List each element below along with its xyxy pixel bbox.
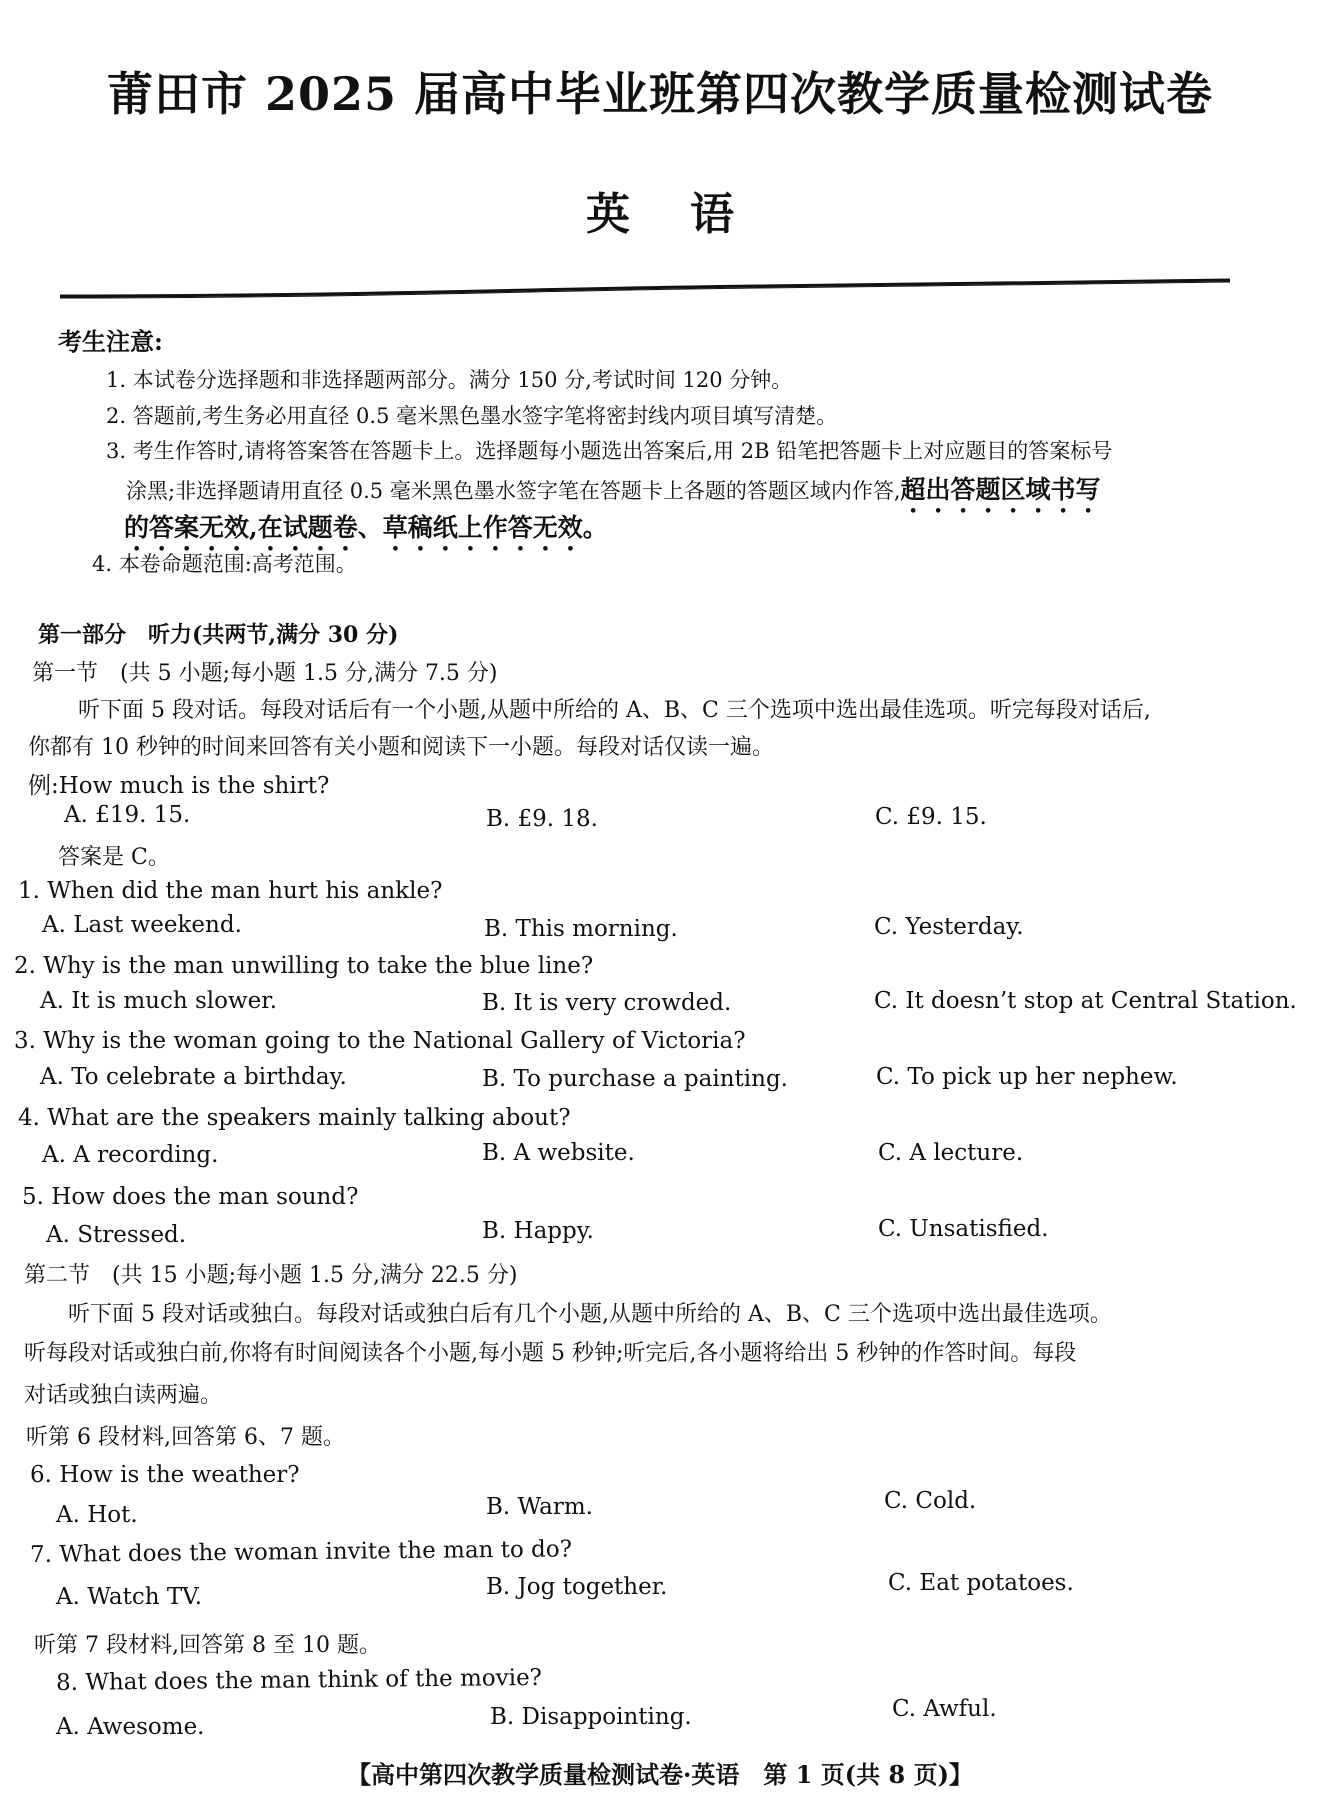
question-6: 6. How is the weather? (30, 1462, 300, 1488)
q2-option-a: A. It is much slower. (40, 988, 278, 1014)
section1-intro-line1: 听下面 5 段对话。每段对话后有一个小题,从题中所给的 A、B、C 三个选项中选出最佳选项。听完每段对话后, (78, 698, 1151, 723)
section1-intro-line2: 你都有 10 秒钟的时间来回答有关小题和阅读下一小题。每段对话仅读一遍。 (28, 735, 774, 760)
q6-option-b: B. Warm. (486, 1494, 593, 1520)
notice-item-3-line2: 涂黑;非选择题请用直径 0.5 毫米黑色墨水签字笔在答题卡上各题的答题区域内作答,超出答题区域书写 (126, 475, 1101, 504)
section2-intro-line2: 听每段对话或独白前,你将有时间阅读各个小题,每小题 5 秒钟;听完后,各小题将给出 5 秒钟的作答时间。每段 (24, 1341, 1077, 1366)
notice-heading: 考生注意: (58, 327, 163, 356)
example-option-c: C. £9. 15. (875, 804, 987, 830)
q3-option-b: B. To purchase a painting. (482, 1066, 788, 1092)
q8-option-b: B. Disappointing. (490, 1704, 692, 1730)
q1-option-c: C. Yesterday. (874, 914, 1024, 940)
q2-option-b: B. It is very crowded. (482, 990, 732, 1016)
example-option-b: B. £9. 18. (486, 806, 598, 832)
q3-option-a: A. To celebrate a birthday. (40, 1064, 347, 1090)
q3-option-c: C. To pick up her nephew. (876, 1064, 1178, 1090)
q7-option-c: C. Eat potatoes. (888, 1570, 1074, 1596)
page-footer: 【高中第四次教学质量检测试卷·英语 第 1 页(共 8 页)】 (347, 1760, 973, 1789)
q6-option-a: A. Hot. (56, 1502, 138, 1528)
question-4: 4. What are the speakers mainly talking about? (18, 1105, 571, 1131)
section2-heading: 第二节 (共 15 小题;每小题 1.5 分,满分 22.5 分) (24, 1263, 518, 1288)
notice-item-2: 2. 答题前,考生务必用直径 0.5 毫米黑色墨水签字笔将密封线内项目填写清楚。 (106, 404, 838, 428)
part1-heading: 第一部分 听力(共两节,满分 30 分) (38, 622, 399, 648)
q4-option-a: A. A recording. (42, 1142, 219, 1168)
q8-option-a: A. Awesome. (56, 1714, 205, 1740)
q7-option-a: A. Watch TV. (56, 1584, 203, 1610)
q5-option-c: C. Unsatisfied. (878, 1216, 1049, 1242)
example-answer: 答案是 C。 (58, 845, 170, 870)
section1-heading: 第一节 (共 5 小题;每小题 1.5 分,满分 7.5 分) (32, 661, 498, 686)
q5-option-b: B. Happy. (482, 1218, 594, 1244)
q4-option-c: C. A lecture. (878, 1140, 1024, 1166)
q4-option-b: B. A website. (482, 1140, 635, 1166)
example-question: 例:How much is the shirt? (28, 773, 330, 799)
question-7: 7. What does the woman invite the man to do? (29, 1536, 573, 1568)
section2-intro-line1: 听下面 5 段对话或独白。每段对话或独白后有几个小题,从题中所给的 A、B、C 三个选项中选出最佳选项。 (68, 1302, 1112, 1327)
question-2: 2. Why is the man unwilling to take the blue line? (14, 953, 594, 979)
question-3: 3. Why is the woman going to the National Gallery of Victoria? (14, 1028, 746, 1054)
question-5: 5. How does the man sound? (22, 1184, 359, 1210)
q1-option-a: A. Last weekend. (42, 912, 242, 938)
q6-option-c: C. Cold. (884, 1488, 977, 1514)
example-option-a: A. £19. 15. (64, 802, 191, 828)
section2-intro-line3: 对话或独白读两遍。 (24, 1383, 223, 1408)
notice-emphasis-2: 的答案无效,在试题卷、草稿纸上作答无效。 (124, 513, 608, 542)
subject-title: 英语 (586, 189, 794, 240)
notice-item-3-line1: 3. 考生作答时,请将答案答在答题卡上。选择题每小题选出答案后,用 2B 铅笔把答题卡上对应题目的答案标号 (106, 439, 1113, 463)
q5-option-a: A. Stressed. (46, 1222, 187, 1248)
question-1: 1. When did the man hurt his ankle? (18, 878, 443, 904)
material-6-instruction: 听第 6 段材料,回答第 6、7 题。 (26, 1425, 345, 1450)
q7-option-b: B. Jog together. (486, 1574, 668, 1600)
question-8: 8. What does the man think of the movie? (55, 1664, 543, 1696)
notice-item-1: 1. 本试卷分选择题和非选择题两部分。满分 150 分,考试时间 120 分钟。 (106, 368, 793, 392)
exam-title: 莆田市 2025 届高中毕业班第四次教学质量检测试卷 (106, 67, 1214, 121)
q8-option-c: C. Awful. (892, 1696, 997, 1722)
header-divider (60, 278, 1230, 300)
q1-option-b: B. This morning. (484, 916, 678, 942)
notice-item-4: 4. 本卷命题范围:高考范围。 (92, 552, 357, 576)
notice-emphasis-1: 超出答题区域书写 (900, 475, 1101, 504)
q2-option-c: C. It doesn’t stop at Central Station. (874, 988, 1297, 1014)
material-7-instruction: 听第 7 段材料,回答第 8 至 10 题。 (34, 1633, 381, 1658)
